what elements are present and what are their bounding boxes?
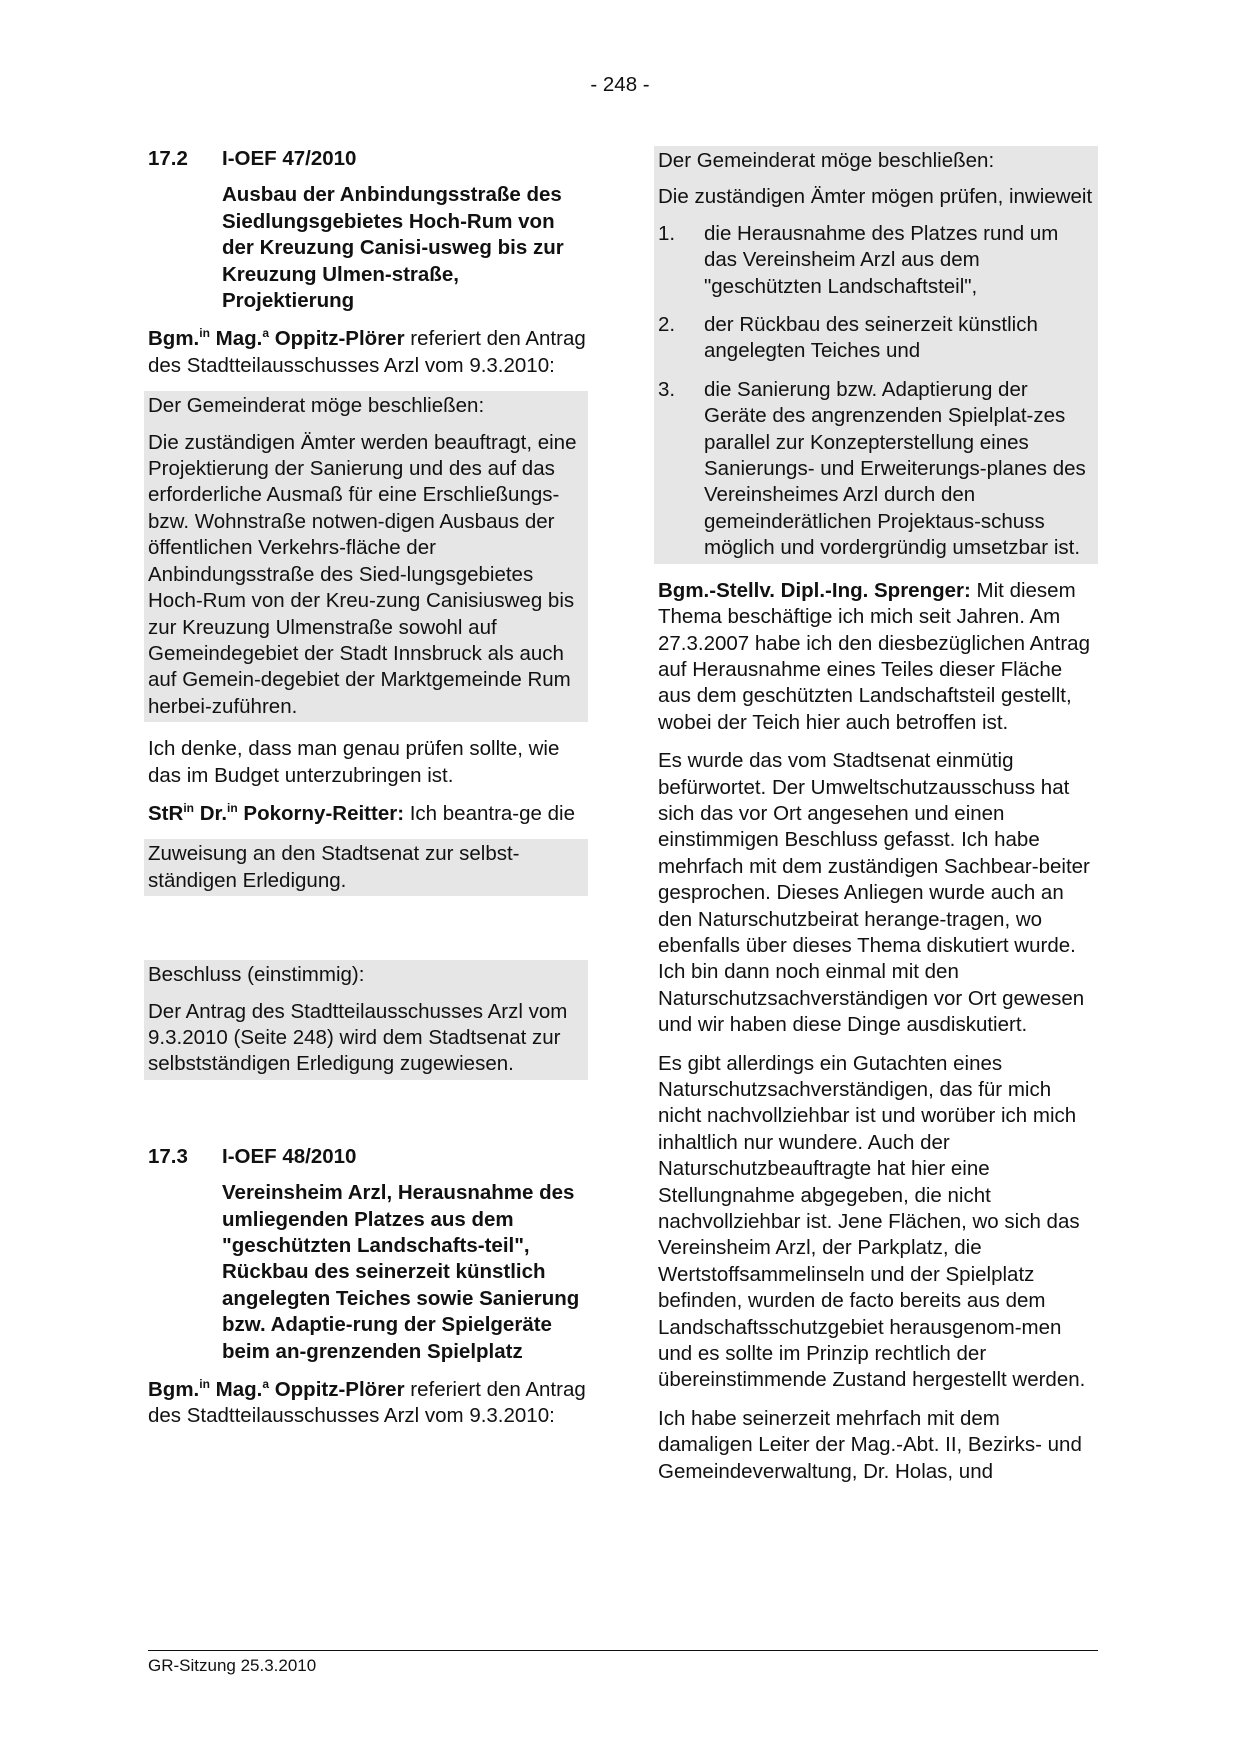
speaker-text: referiert den Antrag des Stadtteilausschusses Arzl vom 9.3.2010:	[148, 1378, 586, 1428]
list-item-number: 3.	[658, 377, 676, 401]
paragraph: Es gibt allerdings ein Gutachten eines Naturschutzsachverständigen, das für mich nicht nachvollziehbar ist und worüber ich mich inhaltlich nur wundere. Auch der Naturschutzbeauftragte hat hier eine Stellungnahme abgegeben, die nicht nachvollziehbar ist. Jene Flächen, wo sich das Vereinsheim Arzl, der Parkplatz, die Wertstoffsammelinseln und der Spielplatz befinden, wurden de facto bereits aus dem Landschaftsschutzgebiet herausgenom-men und es sollte im Prinzip rechtlich der übereinstimmende Zustand hergestellt werden.	[658, 1051, 1086, 1392]
speaker-title: StR$^{in}$ Dr.$^{in}$ Pokorny-Reitter:	[148, 800, 405, 825]
motion-box	[144, 391, 588, 722]
speaker-title: Bgm.$^{in}$ Mag.$^a$ Oppitz-Plörer	[148, 1377, 405, 1402]
list-item	[658, 312, 1094, 365]
list-item-text: die Herausnahme des Platzes rund um das Vereinsheim Arzl aus dem "geschützten Landschaftsteil",	[704, 221, 1059, 298]
section-subtitle: Vereinsheim Arzl, Herausnahme des umliegenden Platzes aus dem "geschützten Landschafts-teil", Rückbau des seinerzeit künstlich angelegten Teiches sowie Sanierung bzw. Adaptie-rung der Spielgeräte beim an-grenzenden Spielplatz	[222, 1181, 580, 1363]
section-number: 17.3	[148, 1144, 188, 1168]
speaker-text: referiert den Antrag des Stadtteilausschusses Arzl vom 9.3.2010:	[148, 327, 586, 377]
footer-divider	[148, 1650, 1098, 1651]
speaker-title: Bgm.$^{in}$ Mag.$^a$ Oppitz-Plörer	[148, 326, 405, 351]
speaker-title: Bgm.-Stellv. Dipl.-Ing. Sprenger:	[658, 578, 971, 602]
section-code: I-OEF 48/2010	[222, 1144, 357, 1168]
list-item-text: die Sanierung bzw. Adaptierung der Geräte des angrenzenden Spielplat-zes parallel zur Konzepterstellung eines Sanierungs- und Erweiterungs-planes des Vereinsheimes Arzl durch den gemeinderätlichen Projektaus-schuss möglich und vordergründig umsetzbar ist.	[704, 377, 1086, 560]
proposal-text: Zuweisung an den Stadtsenat zur selbst-ständigen Erledigung.	[148, 842, 520, 892]
section-heading-17-2	[148, 146, 588, 172]
list-item	[658, 221, 1094, 300]
motion-intro: Die zuständigen Ämter mögen prüfen, inwieweit	[658, 185, 1093, 209]
section-code: I-OEF 47/2010	[222, 147, 357, 170]
resolution-title: Beschluss (einstimmig):	[148, 963, 365, 987]
speaker-text: Mit diesem Thema beschäftige ich mich seit Jahren. Am 27.3.2007 habe ich den diesbezüglichen Antrag auf Herausnahme eines Teiles dieser Fläche aus dem geschützten Landschaftsteil gestellt, wobei der Teich hier auch betroffen ist.	[658, 578, 1090, 734]
speaker-paragraph	[148, 1377, 588, 1430]
speaker-paragraph	[658, 578, 1098, 736]
proposal-box	[144, 839, 588, 896]
resolution-box	[144, 960, 588, 1080]
paragraph: Ich denke, dass man genau prüfen sollte, wie das im Budget unterzubringen ist.	[148, 737, 560, 787]
speaker-paragraph	[148, 326, 588, 379]
paragraph: Es wurde das vom Stadtsenat einmütig befürwortet. Der Umweltschutzausschuss hat sich das vor Ort angesehen und einen einstimmigen Beschluss gefasst. Ich habe mehrfach mit dem zuständigen Sachbear-beiter gesprochen. Dieses Anliegen wurde auch an den Naturschutzbeirat herange-tragen, wo ebenfalls über dieses Thema diskutiert wurde. Ich bin dann noch einmal mit den Naturschutzsachverständigen vor Ort gewesen und wir haben diese Dinge ausdiskutiert.	[658, 749, 1090, 1037]
list-item	[658, 377, 1094, 562]
page-number: - 248 -	[590, 73, 650, 96]
motion-body: Die zuständigen Ämter werden beauftragt, eine Projektierung der Sanierung und des auf das erforderliche Ausmaß für eine Erschließungs- bzw. Wohnstraße notwen-digen Ausbaus der öffentlichen Verkehrs-fläche der Anbindungsstraße des Sied-lungsgebietes Hoch-Rum von der Kreu-zung Canisiusweg bis zur Kreuzung Ulmenstraße sowohl auf Gemeindegebiet der Stadt Innsbruck als auch auf Gemein-degebiet der Marktgemeinde Rum herbei-zuführen.	[148, 430, 577, 718]
list-item-text: der Rückbau des seinerzeit künstlich angelegten Teiches und	[704, 313, 1038, 363]
section-heading-17-3	[148, 1144, 588, 1170]
motion-title: Der Gemeinderat möge beschließen:	[658, 149, 995, 172]
paragraph: Ich habe seinerzeit mehrfach mit dem damaligen Leiter der Mag.-Abt. II, Bezirks- und Gemeindeverwaltung, Dr. Holas, und	[658, 1406, 1082, 1483]
speaker-text: Ich beantra-ge die	[409, 801, 575, 825]
motion-list	[658, 221, 1094, 562]
right-column	[658, 146, 1098, 1497]
speaker-paragraph	[148, 801, 588, 827]
section-subtitle: Ausbau der Anbindungsstraße des Siedlungsgebietes Hoch-Rum von der Kreuzung Canisi-usweg bis zur Kreuzung Ulmen-straße, Projektierung	[222, 183, 564, 313]
resolution-body: Der Antrag des Stadtteilausschusses Arzl vom 9.3.2010 (Seite 248) wird dem Stadtsenat zur selbstständigen Erledigung zugewiesen.	[148, 999, 568, 1076]
motion-box	[654, 146, 1098, 564]
motion-title: Der Gemeinderat möge beschließen:	[148, 394, 485, 418]
footer-text: GR-Sitzung 25.3.2010	[148, 1656, 317, 1675]
left-column	[148, 146, 588, 1442]
list-item-number: 1.	[658, 221, 676, 245]
list-item-number: 2.	[658, 313, 676, 337]
section-number: 17.2	[148, 147, 188, 170]
